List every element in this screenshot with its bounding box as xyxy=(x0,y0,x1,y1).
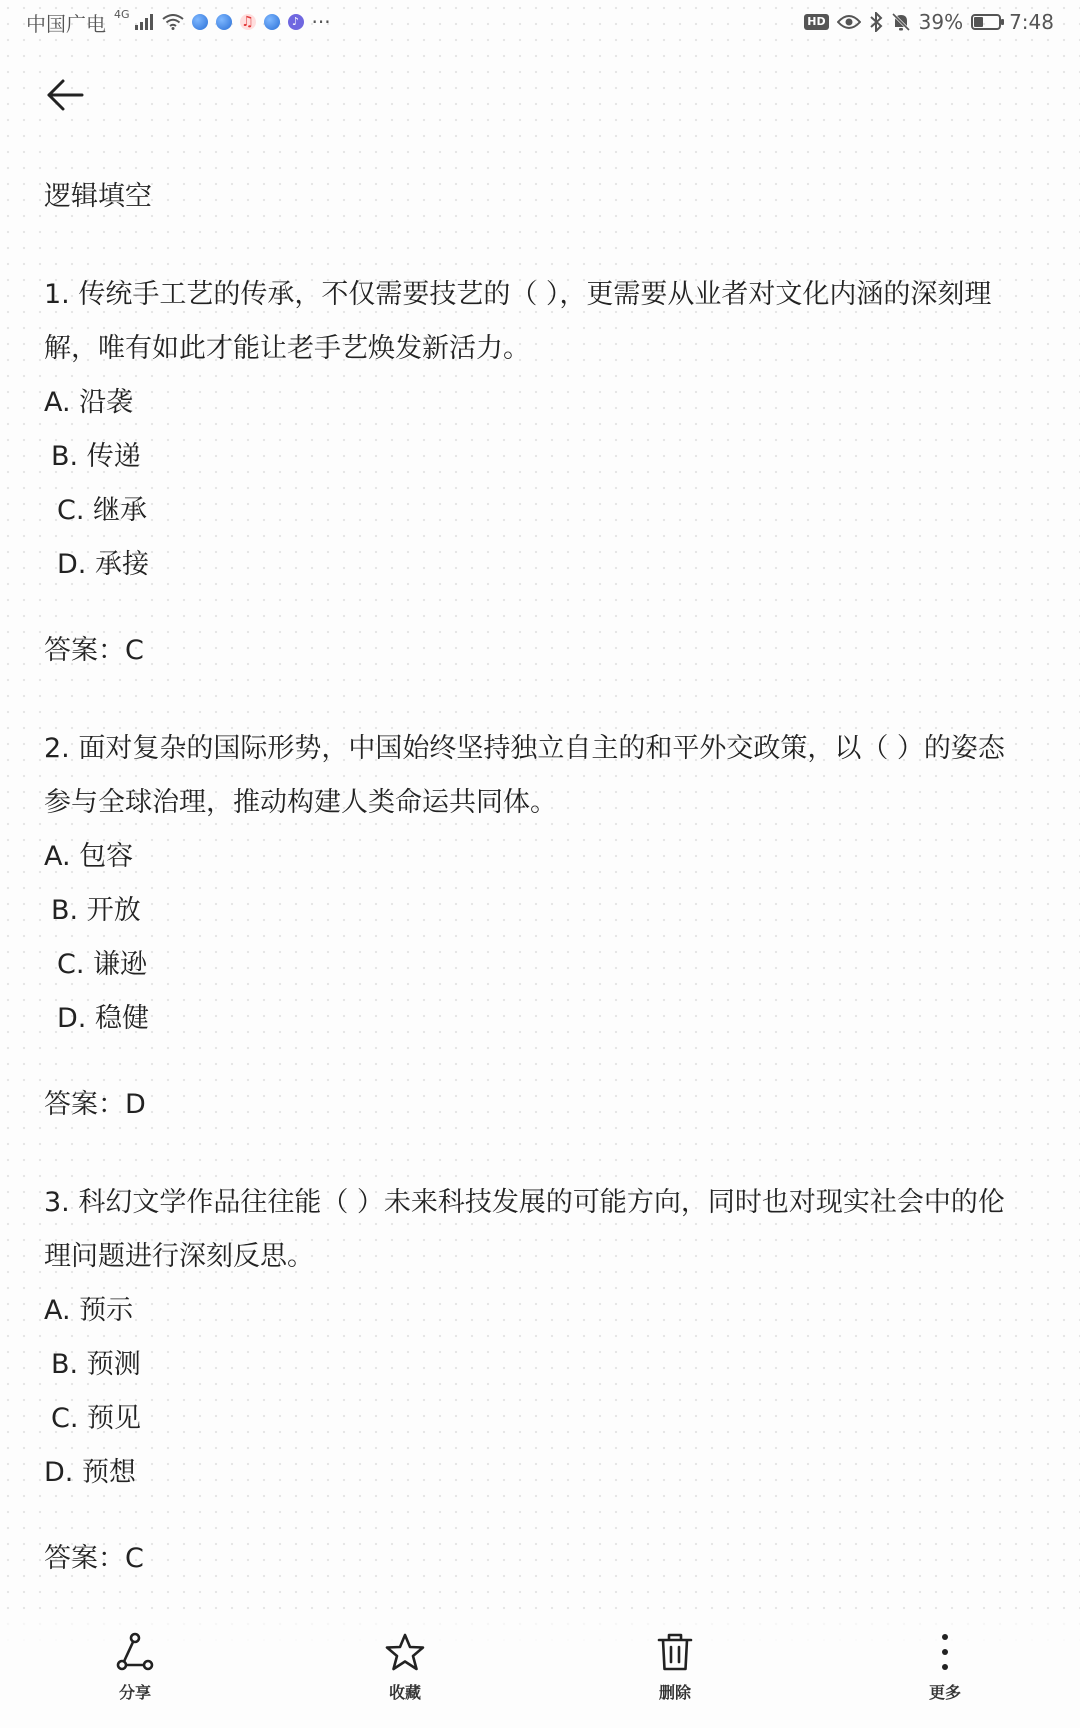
signal-icon xyxy=(134,14,154,30)
question-stem: 3. 科幻文学作品往往能（ ）未来科技发展的可能方向，同时也对现实社会中的伦理问题进行深刻反思。 xyxy=(44,1187,1005,1272)
share-icon xyxy=(115,1632,155,1672)
note-content[interactable] xyxy=(44,170,1024,1630)
question-option: B. 预测 xyxy=(51,1349,141,1380)
question-list xyxy=(44,268,1024,1586)
music-app-icon: ♫ xyxy=(241,14,254,30)
music-player-icon: ♪ xyxy=(288,14,304,30)
question-option: C. 继承 xyxy=(57,495,148,526)
app-notification-icon xyxy=(264,14,280,30)
back-button[interactable] xyxy=(40,70,90,120)
carrier-name: 中国广电 xyxy=(26,11,106,36)
question-stem: 1. 传统手工艺的传承，不仅需要技艺的（ ），更需要从业者对文化内涵的深刻理解，唯有如此才能让老手艺焕发新活力。 xyxy=(44,279,992,364)
section-title: 逻辑填空 xyxy=(44,181,152,212)
more-label: 更多 xyxy=(928,1683,961,1702)
bluetooth-icon xyxy=(869,12,883,32)
clock: 7:48 xyxy=(1009,10,1054,34)
answer-line: 答案：D xyxy=(44,1089,146,1120)
question-stem: 2. 面对复杂的国际形势，中国始终坚持独立自主的和平外交政策，以（ ）的姿态参与全球治理，推动构建人类命运共同体。 xyxy=(44,733,1005,818)
bottom-toolbar xyxy=(0,1618,1080,1728)
trash-icon xyxy=(655,1632,695,1672)
question-option: A. 沿袭 xyxy=(44,387,134,418)
question-option: A. 包容 xyxy=(44,841,134,872)
delete-button[interactable] xyxy=(615,1632,735,1703)
more-notifications-icon: ··· xyxy=(311,10,331,34)
question-option: D. 承接 xyxy=(57,549,149,580)
favorite-button[interactable] xyxy=(345,1632,465,1703)
answer-line: 答案：C xyxy=(44,635,144,666)
status-bar xyxy=(0,0,1080,44)
question-option: B. 传递 xyxy=(51,441,141,472)
question-block xyxy=(44,268,1024,678)
more-vertical-icon xyxy=(925,1632,965,1672)
question-block xyxy=(44,722,1024,1132)
question-option: C. 预见 xyxy=(51,1403,142,1434)
hd-badge: HD xyxy=(804,14,828,30)
question-option: D. 稳健 xyxy=(57,1003,149,1034)
status-left xyxy=(26,8,331,37)
status-right xyxy=(804,10,1054,34)
battery-percentage: 39% xyxy=(918,10,964,34)
battery-level xyxy=(974,17,983,27)
question-option: C. 谦逊 xyxy=(57,949,148,980)
delete-label: 删除 xyxy=(658,1683,691,1702)
question-option: D. 预想 xyxy=(44,1457,136,1488)
share-label: 分享 xyxy=(118,1683,151,1702)
app-notification-icon xyxy=(192,14,208,30)
network-type: 4G xyxy=(114,7,130,21)
mute-bell-icon xyxy=(891,12,911,32)
app-notification-icon xyxy=(216,14,232,30)
answer-line: 答案：C xyxy=(44,1543,144,1574)
wifi-icon xyxy=(162,14,184,30)
question-block xyxy=(44,1176,1024,1586)
favorite-label: 收藏 xyxy=(388,1683,421,1702)
eye-icon xyxy=(837,14,861,30)
question-option: B. 开放 xyxy=(51,895,141,926)
star-icon xyxy=(385,1632,425,1672)
more-button[interactable] xyxy=(885,1632,1005,1703)
arrow-left-icon xyxy=(45,75,85,115)
question-option: A. 预示 xyxy=(44,1295,134,1326)
battery-icon xyxy=(971,14,1001,30)
share-button[interactable] xyxy=(75,1632,195,1703)
